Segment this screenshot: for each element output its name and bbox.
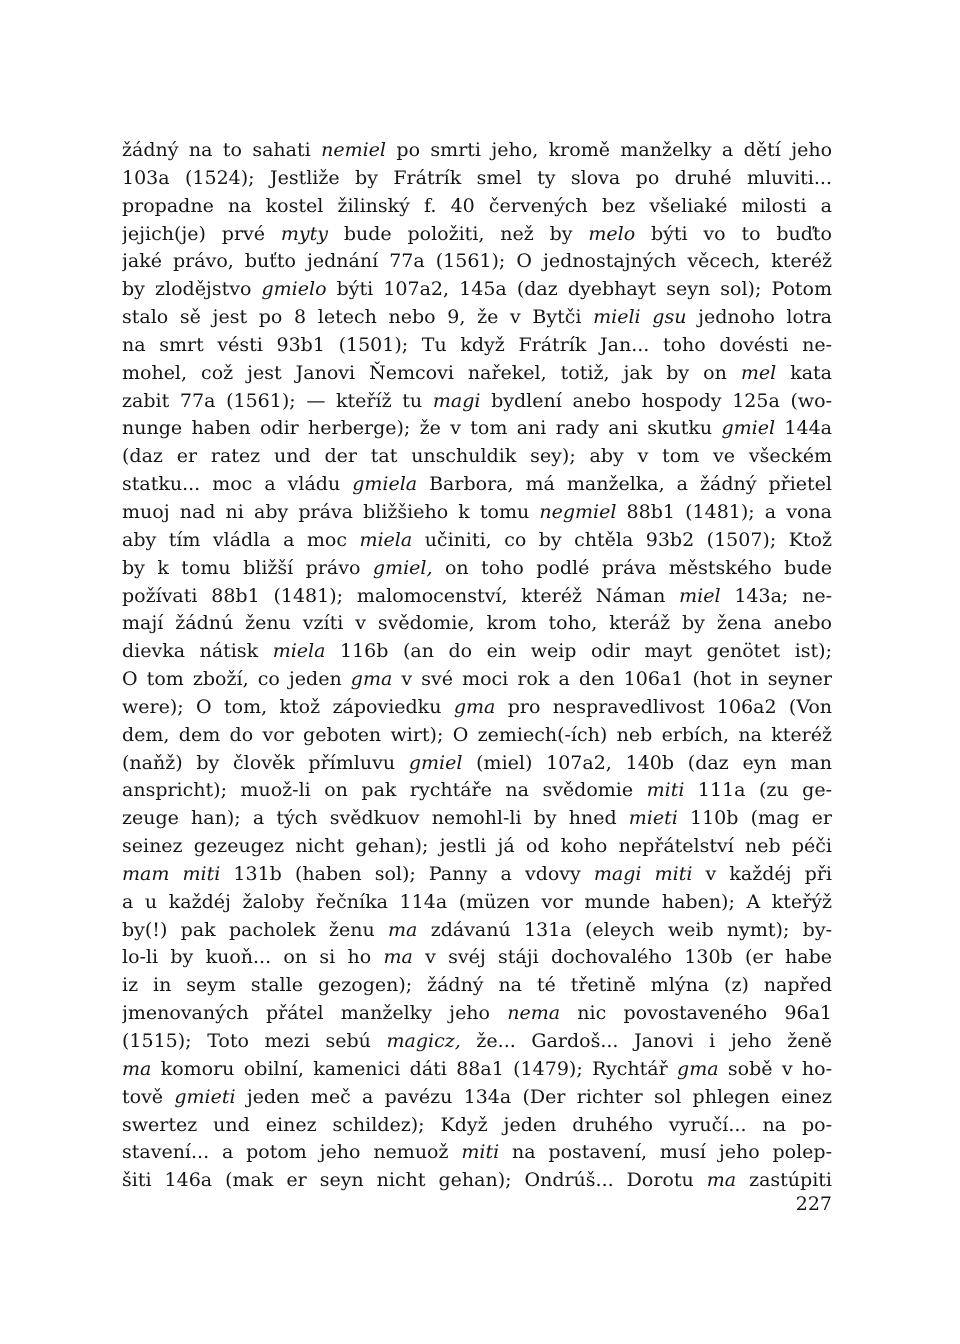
italic-word: magi miti <box>593 862 693 885</box>
text-line <box>122 248 832 276</box>
text-line <box>122 388 832 416</box>
text-run: on toho podlé práva městského bude <box>432 556 832 579</box>
text-run: na postavení, musí jeho polep- <box>499 1141 832 1164</box>
text-run: anspricht); muož-li on pak rychtáře na svědomie <box>122 779 647 802</box>
text-line <box>122 666 832 694</box>
text-run: učiniti, co by chtěla 93b2 (1507); Ktož <box>412 528 832 551</box>
text-run: (daz er ratez und der tat unschuldik sey); aby v tom ve všeckém <box>122 445 832 468</box>
italic-word: melo <box>588 222 636 245</box>
text-line <box>122 889 832 917</box>
text-run: Barbora, má manželka, a žádný přietel <box>417 473 832 496</box>
text-run: v každéj při <box>692 862 832 885</box>
text-run: a u každéj žaloby řečníka 114a (müzen vor munde haben); A kteřýž <box>122 890 832 913</box>
text-run: (naňž) by člověk přímluvu <box>122 751 409 774</box>
text-line <box>122 360 832 388</box>
text-run: muoj nad ni aby práva bližšieho k tomu <box>122 500 540 523</box>
text-run: jeden meč a pavézu 134a (Der richter sol phlegen einez <box>235 1085 832 1108</box>
text-line <box>122 944 832 972</box>
text-line <box>122 332 832 360</box>
text-line <box>122 972 832 1000</box>
italic-word: mieti <box>628 807 678 830</box>
italic-word: gmiela <box>352 473 418 496</box>
text-line <box>122 861 832 889</box>
italic-word: gmiel <box>408 751 463 774</box>
text-line <box>122 443 832 471</box>
text-line <box>122 221 832 249</box>
italic-word: gma <box>350 668 393 691</box>
text-line <box>122 193 832 221</box>
text-line <box>122 1028 832 1056</box>
italic-word: nemiel <box>321 139 387 161</box>
page-number: 227 <box>795 1193 832 1215</box>
text-run: mohel, což jest Janovi Ňemcovi nařekel, totiž, jak by on <box>122 361 741 384</box>
italic-word: mel <box>740 361 777 384</box>
italic-word: gmiel <box>721 417 776 440</box>
italic-word: magicz, <box>386 1030 461 1052</box>
text-line <box>122 610 832 638</box>
italic-word: ma <box>388 918 418 941</box>
text-line <box>122 1084 832 1112</box>
text-run: zabit 77a (1561); — kteříž tu <box>122 389 433 412</box>
italic-word: ma <box>122 1057 152 1080</box>
text-run: aby tím vládla a moc <box>122 528 360 551</box>
text-run: swertez und einez schildez); Když jeden druhého vyručí... na po- <box>122 1113 832 1136</box>
text-line <box>122 1139 832 1167</box>
text-run: žádný na to sahati <box>122 139 322 161</box>
text-run: nic povostaveného 96a1 <box>560 1002 832 1025</box>
text-line <box>122 750 832 778</box>
text-run: 116b (an do ein weip odir mayt genötet ist); <box>325 640 832 663</box>
text-run: were); O tom, ktož zápoviedku <box>122 695 454 718</box>
text-line <box>122 499 832 527</box>
text-run: že... Gardoš... Janovi i jeho ženě <box>460 1030 832 1052</box>
italic-word: gmiel, <box>372 556 433 579</box>
text-line <box>122 1112 832 1140</box>
text-run: mají žádnú ženu vzíti v svědomie, krom toho, kteráž by žena anebo <box>122 612 832 635</box>
text-line <box>122 583 832 611</box>
text-run: na smrt vésti 93b1 (1501); Tu když Frátrík Jan... toho dovésti ne- <box>122 333 832 356</box>
text-run: kata <box>776 361 832 384</box>
text-run: 131b (haben sol); Panny a vdovy <box>220 862 594 885</box>
text-run: zastúpiti <box>736 1169 832 1192</box>
text-run: 111a (zu ge- <box>684 779 832 802</box>
text-run: seinez gezeugez nicht gehan); jestli já od koho nepřátelství neb péči <box>122 835 832 858</box>
italic-word: mam miti <box>122 862 221 885</box>
italic-word: ma <box>383 946 413 969</box>
text-run: sobě v ho- <box>718 1057 832 1080</box>
text-run: jednoho lotra <box>686 306 832 329</box>
text-run: (1515); Toto mezi sebú <box>122 1030 387 1052</box>
text-run: dem, dem do vor geboten wirt); O zemiech(-ích) neb erbích, na kteréž <box>122 723 832 746</box>
text-line <box>122 1167 832 1195</box>
text-line <box>122 415 832 443</box>
text-run: býti 107a2, 145a (daz dyebhayt seyn sol); Potom <box>326 278 832 301</box>
italic-word: mieli gsu <box>593 306 687 329</box>
text-run: po smrti jeho, kromě manželky a dětí jeho <box>386 139 832 161</box>
text-line <box>122 777 832 805</box>
text-run: tově <box>122 1085 175 1108</box>
text-run: 88b1 (1481); a vona <box>616 500 832 523</box>
text-line <box>122 1056 832 1084</box>
italic-word: nema <box>507 1002 561 1025</box>
text-run: by zlodějstvo <box>122 278 262 301</box>
text-line <box>122 304 832 332</box>
text-run: zdávanú 131a (eleych weib nymt); by- <box>417 918 832 941</box>
text-run: bydlení anebo hospody 125a (wo- <box>480 389 832 412</box>
text-run: býti vo to buďto <box>635 222 832 245</box>
text-line <box>122 638 832 666</box>
text-run: statku... moc a vládu <box>122 473 353 496</box>
text-run: iz in seym stalle gezogen); žádný na té třetině mlýna (z) napřed <box>122 974 832 997</box>
text-run: 144a <box>775 417 832 440</box>
text-run: požívati 88b1 (1481); malomocenství, kteréž Náman <box>122 584 680 607</box>
text-run: v svéj stáji dochovalého 130b (er habe <box>412 946 832 969</box>
text-line <box>122 137 832 165</box>
text-run: bude položiti, než by <box>327 222 589 245</box>
text-run: jmenovaných přátel manželky jeho <box>122 1002 508 1025</box>
text-run: jejich(je) prvé <box>122 222 281 245</box>
text-line <box>122 917 832 945</box>
italic-word: ma <box>706 1169 737 1192</box>
text-run: lo-li by kuoň... on si ho <box>122 946 384 969</box>
text-run: v své moci rok a den 106a1 (hot in seyner <box>392 668 832 691</box>
text-run: 103a (1524); Jestliže by Frátrík smel ty slova po druhé mluviti... <box>122 166 832 189</box>
text-line <box>122 527 832 555</box>
text-line <box>122 471 832 499</box>
text-run: by k tomu bližší právo <box>122 556 373 579</box>
italic-word: miti <box>646 779 685 802</box>
text-run: stavení... a potom jeho nemuož <box>122 1141 462 1164</box>
text-line <box>122 833 832 861</box>
text-line <box>122 694 832 722</box>
italic-word: miela <box>272 640 326 663</box>
text-run: by(!) pak pacholek ženu <box>122 918 389 941</box>
italic-word: magi <box>432 389 481 412</box>
italic-word: miela <box>359 528 413 551</box>
italic-word: negmiel <box>539 500 617 523</box>
text-run: (miel) 107a2, 140b (daz eyn man <box>462 751 832 774</box>
text-run: dievka nátisk <box>122 640 273 663</box>
text-run: 143a; ne- <box>720 584 832 607</box>
text-run: O tom zboží, co jeden <box>122 668 351 691</box>
italic-word: myty <box>280 222 328 245</box>
text-run: zeuge han); a tých svědkuov nemohl-li by hned <box>122 807 629 830</box>
text-line <box>122 805 832 833</box>
text-run: stalo sě jest po 8 letech nebo 9, že v Bytči <box>122 306 594 329</box>
text-line <box>122 276 832 304</box>
text-run: šiti 146a (mak er seyn nicht gehan); Ondrúš... Dorotu <box>122 1169 707 1192</box>
italic-word: gmieti <box>174 1085 236 1108</box>
text-line <box>122 165 832 193</box>
text-line <box>122 555 832 583</box>
text-run: nunge haben odir herberge); že v tom ani rady ani skutku <box>122 417 722 440</box>
text-line <box>122 1000 832 1028</box>
italic-word: miti <box>461 1141 500 1164</box>
text-line <box>122 722 832 750</box>
italic-word: gma <box>677 1057 719 1080</box>
text-run: komoru obilní, kamenici dáti 88a1 (1479); Rychtář <box>151 1057 678 1080</box>
body-text <box>122 137 832 1195</box>
text-run: jaké právo, buťto jednání 77a (1561); O jednostajných věcech, kteréž <box>122 250 832 273</box>
text-run: pro nespravedlivost 106a2 (Von <box>495 695 832 718</box>
italic-word: gmielo <box>261 278 327 301</box>
text-run: 110b (mag er <box>677 807 832 830</box>
italic-word: miel <box>679 584 721 607</box>
text-run: propadne na kostel žilinský f. 40 červených bez všeliaké milosti a <box>122 194 832 217</box>
italic-word: gma <box>453 695 496 718</box>
